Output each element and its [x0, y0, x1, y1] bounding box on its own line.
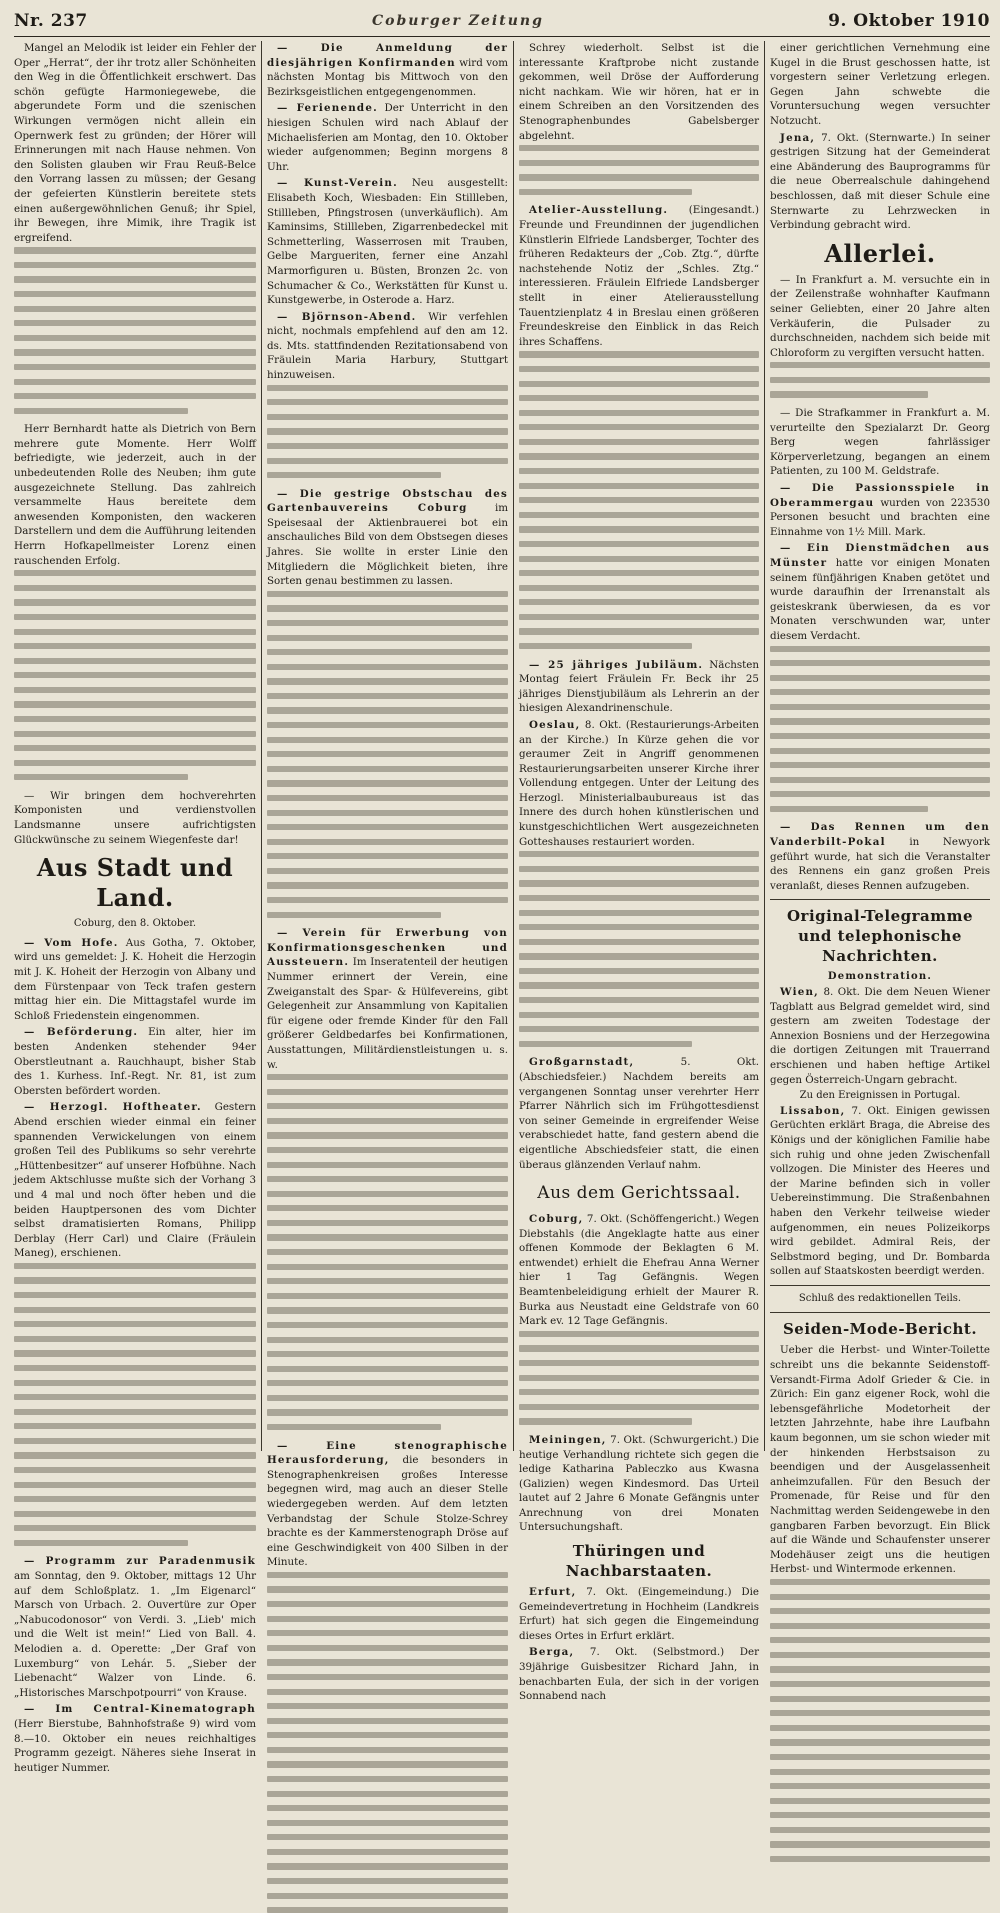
item-text: Ein alter, hier im besten Andenken stehender 94er Oberstleutnant a. Rauchhaupt, bisher Stab des 1. Kurhess. Inf.-Regt. Nr. 81, ist zum Obersten befördert worden.: [14, 1026, 256, 1097]
column-rule: [261, 41, 262, 1451]
text-lines: [770, 362, 990, 397]
item-text: 8. Okt. Die dem Neuen Wiener Tagblatt aus Belgrad gemeldet wird, sind gestern am zweiten Todestage der Annexion Bosniens und der Herzegowina die dortigen Zeitungen mit Trauerrand erschienen und haben heftige Artikel gegen Österreich-Ungarn gebracht.: [770, 986, 990, 1086]
article-paragraph: — Die Strafkammer in Frankfurt a. M. verurteilte den Spezialarzt Dr. Georg Berg wegen fahrlässiger Körperverletzung, begangen an einem Patienten, zu 100 M. Geldstrafe.: [770, 407, 990, 478]
text-lines: [519, 351, 759, 649]
item-text: die besonders in Stenographenkreisen großes Interesse begegnen wird, mag auch an dieser Stelle wiedergegeben werden. Auf dem letzten Verbandstag der Schule Stolze-Schrey brachte es der Kammerstenograph Dröse auf eine Geschwindigkeit von 400 Silben in der Minute.: [267, 1454, 508, 1569]
item-text: Gestern Abend erschien wieder einmal ein feiner spannenden Verwickelungen von einem großen Teil des Publikums so sehr verehrte „Hüttenbesitzer“ auf unserer Hofbühne. Nach jedem Aktschlusse mußte sich der Vorhang 3 und 4 mal und noch öfter heben und die beiden Hauptpersonen des vom Dichter selbst dramatisierten Romans, Philipp Derblay (Herr Carl) und Claire (Fräulein Maneg), erschienen.: [14, 1101, 256, 1260]
item-text: in Newyork geführt wurde, hat sich die Veranstalter des Rennens ein ganz großen Preis veranlaßt, dieses Rennen aufzugeben.: [770, 836, 990, 892]
item-heading: Coburg,: [529, 1213, 584, 1226]
item-text: 8. Okt. (Restaurierungs-Arbeiten an der Kirche.) In Kürze gehen die vor geraumer Zeit in Angriff genommenen Restaurierungsarbeiten unserer Kirche ihrer Vollendung entgegen. Unter der Leitung des Herzogl. Ministerialbaubureaus ist das Innere des durch hohen künstlerischen und kunstgeschichtlichen Wert ausgezeichneten Gotteshauses restauriert worden.: [519, 718, 759, 848]
columns: [14, 41, 991, 1774]
divider: [770, 1312, 990, 1313]
text-lines: [14, 1263, 256, 1546]
article-paragraph: Ueber die Herbst- und Winter-Toilette schreibt uns die bekannte Seidenstoff-Versandt-Firma Adolf Grieder & Cie. in Zürich: Ein ganz eigener Rock, wohl die lebensgefährliche Modetorheit der letzten Jahrzehnte, habe ihre Laufbahn kaum begonnen, um sie schon wieder mit der hinkenden Herbstsaison zu beendigen und der Ausgelassenheit anheimzufallen. Für den Besuch der Promenade, für Reise und für den Nachmittag werden Seidengewebe in den gangbaren Farben bevorzugt. Ein Blick auf die Wände und Schaufenster unserer Modehäuser zeigt uns die heutigen Herbst- und Wintermode erkennen.: [770, 1344, 990, 1576]
item-text: Neu ausgestellt: Elisabeth Koch, Wiesbaden: Ein Stillleben, Stillleben, Pfingstrosen (unverkäuflich). Am Kaminsims, Stillleben, Zigarrenbedeckel mit Schmetterling, Wasserrosen mit Trauben, Gelbe Margueriten, ferner eine Anzahl Marmorfiguren u. Büsten, Bronzen 2c. von Schumacher & Co., Werkstätten für Kunst u. Kunstgewerbe, in Osterode a. Harz.: [267, 177, 508, 307]
text-lines: [519, 145, 759, 195]
item-heading: — Björnson-Abend.: [277, 310, 417, 323]
article-paragraph: einer gerichtlichen Vernehmung eine Kugel in die Brust geschossen hatte, ist vorgestern seiner Verletzung erlegen. Gegen Jahn schwebte die Voruntersuchung wegen versuchter Notzucht.: [770, 42, 990, 127]
article-paragraph: — In Frankfurt a. M. versuchte ein in der Zeilenstraße wohnhafter Kaufmann seiner Geliebten, einer 20 Jahre alten Verkäuferin, die Pulsader zu durchschneiden, nachdem sich beide mit Chloroform zu vergiften versucht hatten.: [770, 273, 990, 359]
item-text: hatte vor einigen Monaten seinem fünfjährigen Knaben getötet und wurde daraufhin der Irrenanstalt als geisteskrank überwiesen, da es vor Monaten verschwunden war, unter diesem Verdacht.: [770, 556, 990, 642]
item-heading: — Verein für Erwerbung von Konfirmationsgeschenken und Aussteuern.: [267, 927, 508, 969]
item-heading: — Kunst-Verein.: [277, 177, 398, 190]
item-heading: — Eine stenographische Herausforderung,: [267, 1439, 508, 1467]
item-heading: — 25 jähriges Jubiläum.: [529, 658, 704, 671]
issue-date: 9. Oktober 1910: [828, 11, 990, 31]
column-3: [519, 41, 759, 1703]
item-heading: — Die Anmeldung der diesjährigen Konfirmanden: [267, 42, 508, 69]
item-text: 7. Okt. (Eingemeindung.) Die Gemeindevertretung in Hochheim (Landkreis Erfurt) hat sich gegen die Eingemeindung dieses Ortes in Erfurt erklärt.: [519, 1586, 759, 1642]
subheading: Demonstration.: [827, 971, 933, 983]
item-text: im Speisesaal der Aktienbrauerei bot ein anschauliches Bild von dem Obstsegen dieses Jahres. Sie wollte in erster Linie den Mitgliedern die Möglichkeit bieten, ihre Sorten genau bestimmen zu lassen.: [267, 502, 508, 588]
dateline: Coburg, den 8. Oktober.: [73, 918, 197, 930]
item-text: Im Inseratenteil der heutigen Nummer erinnert der Verein, eine Zweiganstalt des Spar- & Hülfevereins, gibt Gelegenheit zur Ansammlung von Kapitalien für eigene oder fremde Kinder für den Fall größerer Geldbedarfes bei Konfirmationen, Ausstattungen, Militärdienstleistungen u. s. w.: [267, 956, 508, 1071]
item-text: Wir verfehlen nicht, nochmals empfehlend auf den am 12. ds. Mts. stattfindenden Rezitationsabend von Fräulein Maria Harbury, Stuttgart hinzuweisen.: [267, 310, 508, 382]
item-text: 7. Okt. (Selbstmord.) Der 39jährige Guisbesitzer Richard Jahn, in benachbarten Eula, der sich in der vorigen Sonnabend nach: [519, 1646, 759, 1703]
item-heading: Oeslau,: [529, 718, 581, 731]
item-text: 7. Okt. (Schwurgericht.) Die heutige Verhandlung richtete sich gegen die ledige Katharina Pableczko aus Kwasna (Galizien) wegen Kindesmord. Das Urteil lautet auf 2 Jahre 6 Monate Gefängnis unter Anrechnung von drei Monaten Untersuchungshaft.: [519, 1433, 759, 1534]
item-heading: Meiningen,: [529, 1433, 607, 1446]
item-heading: — Beförderung.: [24, 1026, 139, 1039]
item-text: 5. Okt. (Abschiedsfeier.) Nachdem bereits am vergangenen Sonntag unser verehrter Herr Pfarrer Nährlich sich im Frühgottesdienst von seiner Gemeinde in ergreifender Weise verabschiedet hatte, fand gestern abend die eigentliche Abschiedsfeier statt, die einen überaus glänzenden Verlauf nahm.: [519, 1056, 759, 1171]
subheading: Zu den Ereignissen in Portugal.: [799, 1090, 961, 1102]
item-heading: — Programm zur Paradenmusik: [24, 1555, 256, 1568]
item-text: Nächsten Montag feiert Fräulein Fr. Beck ihr 25 jähriges Dienstjubiläum als Lehrerin an der hiesigen Alexandrinenschule.: [519, 658, 759, 715]
item-heading: — Vom Hofe.: [24, 936, 119, 949]
section-heading: Aus dem Gerichtssaal.: [537, 1183, 741, 1204]
item-text: 7. Okt. Einigen gewissen Gerüchten erklärt Braga, die Abreise des Königs und der königlichen Familie habe sich ruhig und ohne jeden Zwischenfall vollzogen. Die Minister des Heeres und der Marine befinden sich in voller Uebereinstimmung. Die Straßenbahnen haben den Verkehr teilweise wieder aufgenommen, ein neues Polizeikorps wird gebildet. Admiral Reis, der Selbstmord beging, und Dr. Bombarda sollen auf Staatskosten beerdigt werden.: [770, 1104, 991, 1278]
item-heading: Großgarnstadt,: [529, 1056, 635, 1069]
column-rule: [513, 41, 514, 1451]
text-lines: [267, 1572, 508, 1913]
article-paragraph: — Wir bringen dem hochverehrten Komponisten und verdienstvollen Landsmanne unsere aufrichtigsten Glückwünsche zu seinem Wiegenfeste dar!: [14, 789, 256, 846]
item-heading: — Ferienende.: [277, 102, 378, 115]
newspaper-title: Coburger Zeitung: [372, 13, 544, 29]
item-text: 7. Okt. (Sternwarte.) In seiner gestrigen Sitzung hat der Gemeinderat eine Abänderung des Bauprogramms für die neue Oberrealschule dahingehend beschlossen, daß mit dieser Schule eine Sternwarte zu Lehrzwecken in Verbindung gebracht wird.: [770, 131, 991, 232]
end-of-editorial-note: Schluß des redaktionellen Teils.: [798, 1292, 962, 1304]
text-lines: [14, 247, 256, 414]
item-heading: Lissabon,: [780, 1104, 846, 1117]
section-heading: Thüringen und Nachbarstaaten.: [565, 1542, 713, 1581]
item-heading: — Ein Dienstmädchen aus Münster: [770, 542, 990, 569]
item-text: Der Unterricht in den hiesigen Schulen wird nach Ablauf der Michaelisferien am Montag, den 10. Oktober wieder aufgenommen; Beginn morgens 8 Uhr.: [267, 102, 508, 173]
item-heading: Berga,: [529, 1646, 575, 1659]
text-lines: [770, 646, 990, 813]
column-rule: [764, 41, 765, 1451]
item-text: Aus Gotha, 7. Oktober, wird uns gemeldet: J. K. Hoheit die Herzogin mit J. K. Hoheit der Herzogin von Albany und dem Fürstenpaar von Teck trafen gestern mittag hier ein. Die Mittagstafel wurde im Schloß Friedenstein eingenommen.: [14, 936, 257, 1022]
article-paragraph: Schrey wiederholt. Selbst ist die interessante Kraftprobe nicht zustande gekommen, weil Dröse der Aufforderung nicht nachkam. Wie wir hören, hat er in einem Schreiben an den Vorsitzenden des Stenographenbundes Gabelsberger abgelehnt.: [519, 42, 759, 142]
section-heading: Seiden-Mode-Bericht.: [782, 1320, 978, 1339]
item-text: (Eingesandt.) Freunde und Freundinnen der jugendlichen Künstlerin Elfriede Landsberger, Tochter des früheren Redakteurs der „Cob. Ztg.“, dürfte nachstehende Notiz der „Schles. Ztg.“ interessieren. Fräulein Elfriede Landsberger stellt in einer Atelierausstellung Tauentzienplatz 4 in Breslau einen größeren Freundeskreise den Einblick in das Reich ihres Schaffens.: [519, 204, 759, 348]
item-heading: — Herzogl. Hoftheater.: [24, 1101, 202, 1114]
section-heading: Aus Stadt und Land.: [36, 853, 234, 913]
item-text: 7. Okt. (Schöffengericht.) Wegen Diebstahls (die Angeklagte hatte aus einer offenen Kommode der Beklagten 6 M. entwendet) erhielt die Ehefrau Anna Werner hier 1 Tag Gefängnis. Wegen Beamtenbeleidigung erhielt der Maurer R. Burka aus Neustadt eine Geldstrafe von 60 Mark ev. 12 Tage Gefängnis.: [519, 1213, 759, 1328]
text-lines: [267, 1074, 508, 1430]
article-paragraph: Herr Bernhardt hatte als Dietrich von Bern mehrere gute Momente. Herr Wolff befriedigte, wie jederzeit, auch in der unbedeutenden Rolle des Neuben; ihm gute ausgezeichnete Stellung. Das zahlreich versammelte Haus bereitete dem anwesenden Komponisten, den wackeren Darstellern und dem die Aufführung leitenden Herrn Hofkapellmeister Lorenz einen rauschenden Erfolg.: [14, 423, 256, 567]
item-heading: — Die gestrige Obstschau des Gartenbauvereins Coburg: [267, 487, 508, 515]
item-text: am Sonntag, den 9. Oktober, mittags 12 Uhr auf dem Schloßplatz. 1. „Im Eigenarcl“ Marsch von Urbach. 2. Ouvertüre zur Oper „Nabucodonosor“ von Verdi. 3. „Lieb' mich und die Welt ist mein!“ Lied von Ball. 4. Melodien a. d. Operette: „Der Graf von Luxemburg“ von Lehár. 5. „Sieber der Liebenacht“ Walzer von Linde. 6. „Historisches Marschpotpourri“ von Krause.: [14, 1570, 256, 1699]
item-heading: — Im Central-Kinematograph: [24, 1703, 256, 1716]
article-paragraph: Mangel an Melodik ist leider ein Fehler der Oper „Herrat“, der ihr trotz aller Schönheiten den Weg in die Öffentlichkeit erschwert. Das schön gefügte Harmoniegewebe, die abgerundete Form und die szenischen Wirkungen vermögen nicht allein ein Opernwerk fest zu gründen; der Hörer will Erinnerungen mit nach Hause nehmen. Von den Solisten glauben wir Frau Reuß-Belce den Vorrang lassen zu müssen; der Gesang der gefeierten Künstlerin bereitete stets einen außergewöhnlichen Genuß; ihr Spiel, ihr Bewegen, ihre Mimik, ihre Tragik ist ergreifend.: [14, 42, 256, 244]
text-lines: [267, 385, 508, 479]
text-lines: [267, 591, 508, 918]
text-lines: [14, 570, 256, 780]
item-heading: Jena,: [780, 131, 816, 144]
text-lines: [519, 1331, 759, 1425]
divider: [770, 899, 990, 900]
item-heading: — Das Rennen um den Vanderbilt-Pokal: [770, 821, 990, 849]
column-1: [14, 41, 257, 1774]
masthead: [14, 6, 990, 37]
section-heading: Allerlei.: [824, 238, 936, 268]
text-lines: [770, 1579, 990, 1862]
item-text: wurden von 223530 Personen besucht und brachten eine Einnahme von 1½ Mill. Mark.: [770, 496, 991, 538]
item-text: wird vom nächsten Montag bis Mittwoch von den Bezirksgeistlichen entgegengenommen.: [267, 56, 508, 98]
text-lines: [519, 851, 759, 1047]
item-heading: Erfurt,: [529, 1586, 577, 1599]
column-2: [267, 41, 508, 1569]
column-4: [770, 41, 991, 1576]
section-heading: Original-Telegramme und telephonische Nachrichten.: [786, 907, 974, 966]
item-text: (Herr Bierstube, Bahnhofstraße 9) wird vom 8.—10. Oktober ein neues reichhaltiges Programm gezeigt. Näheres siehe Inserat in heutiger Nummer.: [14, 1717, 256, 1774]
page-number: Nr. 237: [14, 11, 88, 31]
divider: [770, 1285, 990, 1286]
item-heading: — Die Passionsspiele in Oberammergau: [770, 481, 990, 509]
item-heading: Atelier-Ausstellung.: [529, 204, 669, 217]
item-heading: Wien,: [780, 986, 819, 999]
